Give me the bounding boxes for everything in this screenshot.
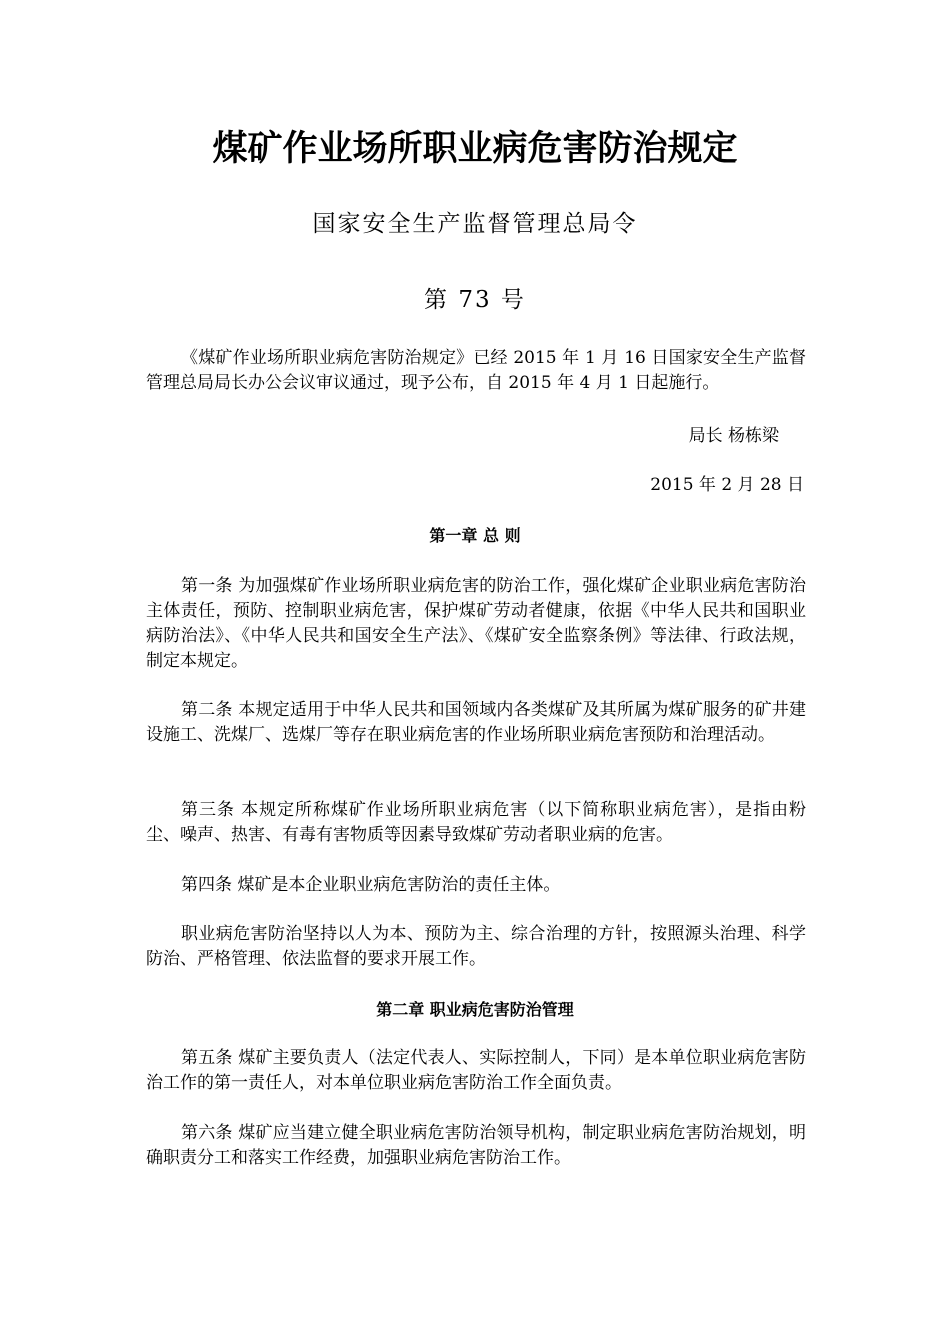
issue-date: 2015 年 2 月 28 日 (650, 475, 804, 495)
article-paragraph: 第五条 煤矿主要负责人（法定代表人、实际控制人，下同）是本单位职业病危害防治工作的第一责任人，对本单位职业病危害防治工作全面负责。 (146, 1048, 806, 1093)
chapter-heading: 第一章 总 则 (429, 526, 521, 545)
article-paragraph: 第二条 本规定适用于中华人民共和国领域内各类煤矿及其所属为煤矿服务的矿井建设施工、洗煤厂、选煤厂等存在职业病危害的作业场所职业病危害预防和治理活动。 (146, 700, 806, 745)
article-paragraph: 第一条 为加强煤矿作业场所职业病危害的防治工作，强化煤矿企业职业病危害防治主体责任，预防、控制职业病危害，保护煤矿劳动者健康，依据《中华人民共和国职业病防治法》、《中华人民共和国安全生产法》、《煤矿安全监察条例》等法律、行政法规，制定本规定。 (146, 576, 806, 671)
chapter-heading: 第二章 职业病危害防治管理 (376, 1000, 574, 1019)
signatory: 局长 杨栋梁 (688, 426, 779, 446)
issuer-line: 国家安全生产监督管理总局令 (312, 211, 638, 237)
preamble-paragraph: 《煤矿作业场所职业病危害防治规定》已经 2015 年 1 月 16 日国家安全生产监督管理总局局长办公会议审议通过，现予公布，自 2015 年 4 月 1 日起施行。 (146, 348, 806, 393)
article-paragraph: 职业病危害防治坚持以人为本、预防为主、综合治理的方针，按照源头治理、科学防治、严格管理、依法监督的要求开展工作。 (146, 924, 806, 969)
order-number: 第 73 号 (424, 287, 526, 313)
article-paragraph: 第三条 本规定所称煤矿作业场所职业病危害（以下简称职业病危害），是指由粉尘、噪声、热害、有毒有害物质等因素导致煤矿劳动者职业病的危害。 (146, 800, 806, 845)
article-paragraph: 第六条 煤矿应当建立健全职业病危害防治领导机构，制定职业病危害防治规划，明确职责分工和落实工作经费，加强职业病危害防治工作。 (146, 1123, 806, 1168)
article-paragraph: 第四条 煤矿是本企业职业病危害防治的责任主体。 (181, 875, 561, 895)
document-title: 煤矿作业场所职业病危害防治规定 (212, 128, 738, 169)
